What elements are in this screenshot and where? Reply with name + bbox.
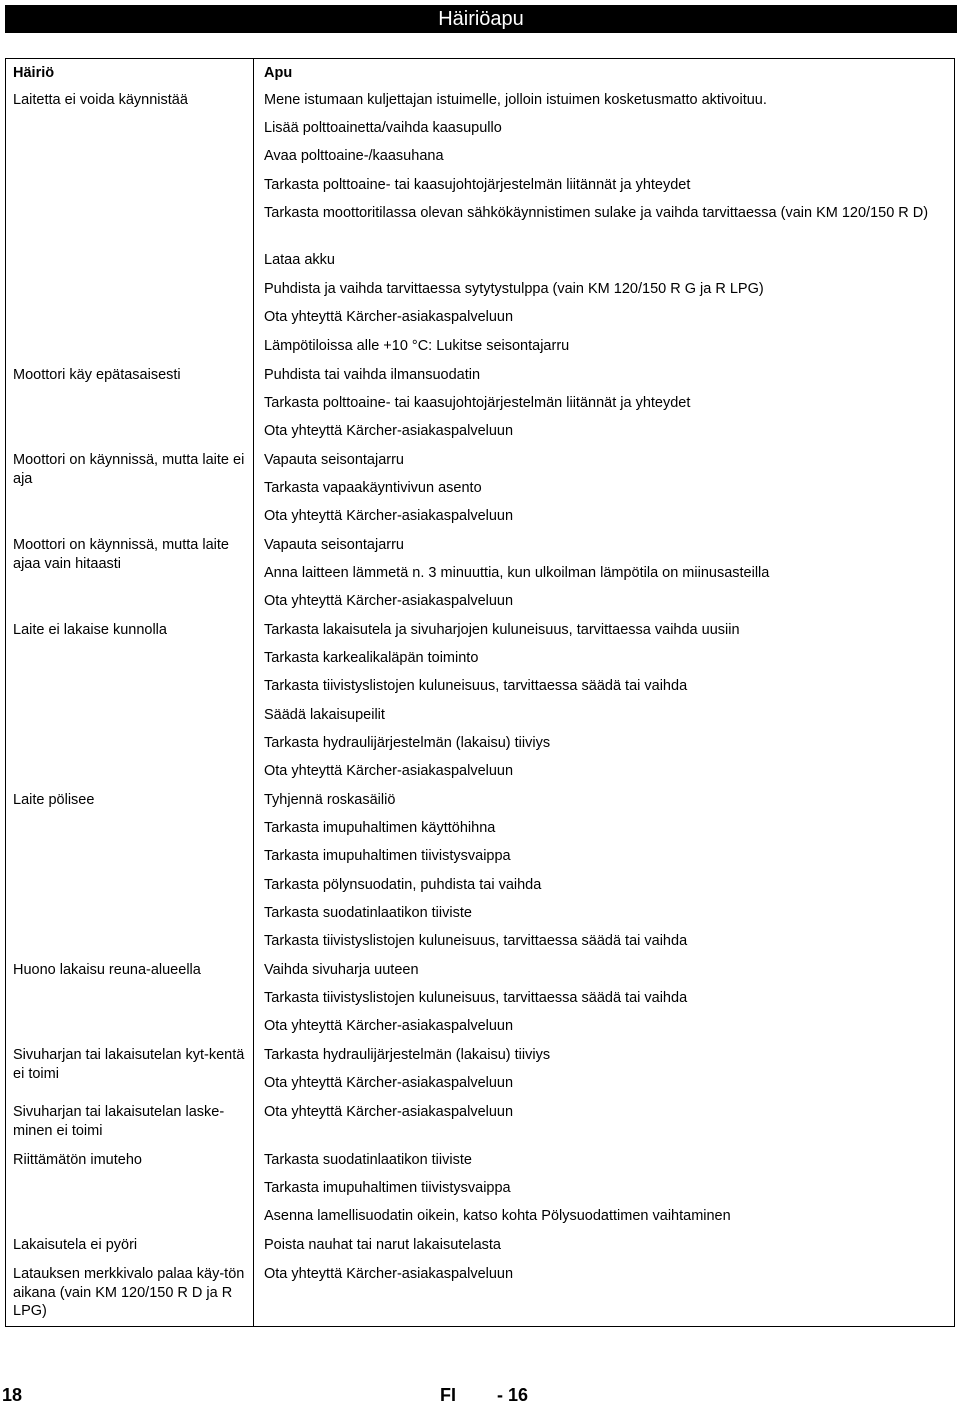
fault-item: Riittämätön imuteho	[13, 1152, 142, 1168]
help-item: Tarkasta polttoaine- tai kaasujohtojärjestelmän liitännät ja yhteydet	[264, 177, 691, 193]
sub-page-number: - 16	[497, 1385, 529, 1405]
fault-item: Moottori on käynnissä, mutta laite ei aja	[13, 452, 245, 487]
help-item: Tarkasta karkealikaläpän toiminto	[264, 650, 479, 666]
fault-item: Sivuharjan tai lakaisutelan laske-minen ei toimi	[13, 1104, 225, 1139]
help-item: Lämpötiloissa alle +10 °C: Lukitse seisontajarru	[264, 338, 570, 354]
help-item: Puhdista ja vaihda tarvittaessa sytytystulppa (vain KM 120/150 R G ja R LPG)	[264, 281, 764, 297]
help-item: Anna laitteen lämmetä n. 3 minuuttia, kun ulkoilman lämpötila on miinusasteilla	[264, 565, 770, 581]
help-item: Tarkasta moottoritilassa olevan sähkökäynnistimen sulake ja vaihda tarvittaessa (vain KM 120/150 R D)	[264, 205, 929, 221]
help-item: Säädä lakaisupeilit	[264, 707, 385, 723]
help-item: Tarkasta hydraulijärjestelmän (lakaisu) tiiviys	[264, 1047, 551, 1063]
fault-header: Häiriö	[13, 65, 55, 81]
fault-item: Lakaisutela ei pyöri	[13, 1237, 138, 1253]
help-item: Tarkasta tiivistyslistojen kuluneisuus, tarvittaessa säädä tai vaihda	[264, 678, 688, 694]
fault-item: Laite ei lakaise kunnolla	[13, 622, 167, 638]
help-item: Lisää polttoainetta/vaihda kaasupullo	[264, 120, 502, 136]
help-item: Tarkasta imupuhaltimen tiivistysvaippa	[264, 848, 511, 864]
help-item: Tarkasta pölynsuodatin, puhdista tai vaihda	[264, 877, 542, 893]
help-item: Lataa akku	[264, 252, 335, 268]
help-item: Ota yhteyttä Kärcher-asiakaspalveluun	[264, 508, 514, 524]
fault-item: Laitetta ei voida käynnistää	[13, 92, 188, 108]
fault-item: Sivuharjan tai lakaisutelan kyt-kentä ei toimi	[13, 1047, 245, 1082]
fault-item: Huono lakaisu reuna-alueella	[13, 962, 201, 978]
help-item: Ota yhteyttä Kärcher-asiakaspalveluun	[264, 309, 514, 325]
help-item: Avaa polttoaine-/kaasuhana	[264, 148, 444, 164]
help-item: Tarkasta tiivistyslistojen kuluneisuus, tarvittaessa säädä tai vaihda	[264, 990, 688, 1006]
help-item: Puhdista tai vaihda ilmansuodatin	[264, 367, 481, 383]
fault-item: Laite pölisee	[13, 792, 95, 808]
help-item: Ota yhteyttä Kärcher-asiakaspalveluun	[264, 593, 514, 609]
help-item: Tarkasta lakaisutela ja sivuharjojen kuluneisuus, tarvittaessa vaihda uusiin	[264, 622, 740, 638]
fault-column	[6, 59, 254, 1326]
help-column	[254, 59, 954, 1326]
help-item: Tarkasta suodatinlaatikon tiiviste	[264, 905, 472, 921]
help-item: Asenna lamellisuodatin oikein, katso kohta Pölysuodattimen vaihtaminen	[264, 1208, 731, 1224]
page-title: Häiriöapu	[5, 5, 957, 33]
help-item: Ota yhteyttä Kärcher-asiakaspalveluun	[264, 1075, 514, 1091]
help-item: Tarkasta imupuhaltimen tiivistysvaippa	[264, 1180, 511, 1196]
help-item: Tarkasta suodatinlaatikon tiiviste	[264, 1152, 472, 1168]
help-item: Tarkasta tiivistyslistojen kuluneisuus, tarvittaessa säädä tai vaihda	[264, 933, 688, 949]
help-item: Tarkasta hydraulijärjestelmän (lakaisu) tiiviys	[264, 735, 551, 751]
help-item: Mene istumaan kuljettajan istuimelle, jolloin istuimen kosketusmatto aktivoituu.	[264, 92, 767, 108]
help-item: Poista nauhat tai narut lakaisutelasta	[264, 1237, 501, 1253]
help-item: Tarkasta vapaakäyntivivun asento	[264, 480, 482, 496]
help-item: Ota yhteyttä Kärcher-asiakaspalveluun	[264, 1266, 514, 1282]
help-item: Ota yhteyttä Kärcher-asiakaspalveluun	[264, 1018, 514, 1034]
help-item: Tarkasta polttoaine- tai kaasujohtojärjestelmän liitännät ja yhteydet	[264, 395, 691, 411]
fault-item: Moottori on käynnissä, mutta laite ajaa vain hitaasti	[13, 537, 229, 572]
language-code: FI	[440, 1385, 456, 1405]
fault-item: Moottori käy epätasaisesti	[13, 367, 181, 383]
page-number: 18	[2, 1385, 23, 1405]
help-item: Vapauta seisontajarru	[264, 452, 404, 468]
help-item: Vaihda sivuharja uuteen	[264, 962, 419, 978]
help-item: Tyhjennä roskasäiliö	[264, 792, 396, 808]
help-item: Ota yhteyttä Kärcher-asiakaspalveluun	[264, 1104, 514, 1120]
help-item: Ota yhteyttä Kärcher-asiakaspalveluun	[264, 763, 514, 779]
help-header: Apu	[264, 65, 293, 81]
troubleshooting-table	[5, 58, 955, 1327]
help-item: Ota yhteyttä Kärcher-asiakaspalveluun	[264, 423, 514, 439]
help-item: Tarkasta imupuhaltimen käyttöhihna	[264, 820, 496, 836]
help-item: Vapauta seisontajarru	[264, 537, 404, 553]
fault-item: Latauksen merkkivalo palaa käy-tön aikana (vain KM 120/150 R D ja R LPG)	[13, 1266, 245, 1319]
